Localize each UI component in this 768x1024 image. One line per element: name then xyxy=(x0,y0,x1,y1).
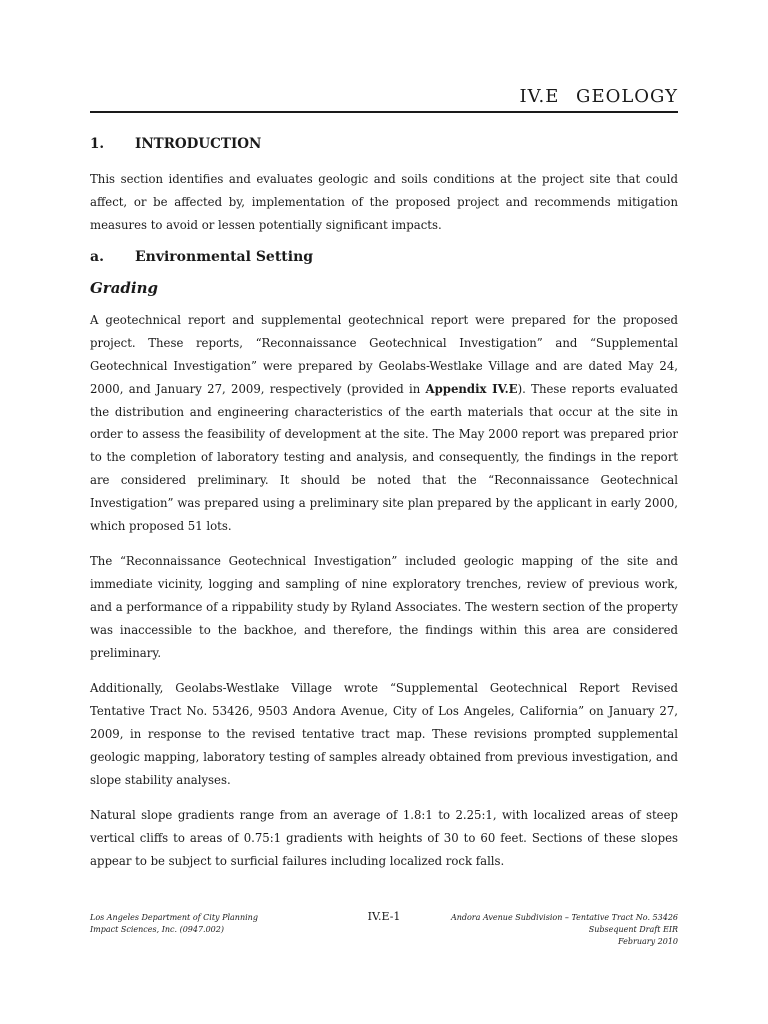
para1-text-before: A geotechnical report and supplemental geotechnical report were prepared for the proposed project. These reports, “Reconnaissance Geotechnical Investigation” and “Supplemental Geotechnical Investigation” were prepared by Geolabs-Westlake Village and are dated May 24, 2000, and January 27, 2009, respectively (provided in xyxy=(90,313,678,396)
subsection-letter: a. xyxy=(90,249,104,266)
intro-paragraph: This section identifies and evaluates geologic and soils conditions at the project site that could affect, or be affected by, implementation of the proposed project and recommends mitigation measures to avoid or lessen potentially significant impacts. xyxy=(90,172,678,232)
footer-right xyxy=(451,912,678,948)
footer-date: February 2010 xyxy=(618,937,678,946)
footer-project: Andora Avenue Subdivision – Tentative Tract No. 53426 xyxy=(450,913,678,922)
para1-text-after: ). These reports evaluated the distribution and engineering characteristics of the earth materials that occur at the site in order to assess the feasibility of development at the site. The May 2000 report was prepared prior to the completion of laboratory testing and analysis, and consequently, the findings in the report are considered preliminary. It should be noted that the “Reconnaissance Geotechnical Investigation” was prepared using a preliminary site plan prepared by the applicant in early 2000, which proposed 51 lots. xyxy=(90,381,679,533)
footer-consultant: Impact Sciences, Inc. (0947.002) xyxy=(90,925,224,934)
grading-paragraph-3: Additionally, Geolabs-Westlake Village wrote “Supplemental Geotechnical Report Revised Tentative Tract No. 53426, 9503 Andora Avenue, City of Los Angeles, California” on January 27, 2009, in response to the revised tentative tract map. These revisions prompted supplemental geologic mapping, laboratory testing of samples already obtained from previous investigation, and slope stability analyses. xyxy=(90,681,678,787)
appendix-reference: Appendix IV.E xyxy=(425,381,518,396)
grading-paragraph-1 xyxy=(90,309,678,537)
subsection-heading xyxy=(90,249,678,265)
footer-agency: Los Angeles Department of City Planning xyxy=(90,913,258,922)
topic-heading: Grading xyxy=(90,279,159,298)
page-body xyxy=(90,136,678,886)
grading-paragraph-4: Natural slope gradients range from an average of 1.8:1 to 2.25:1, with localized areas of steep vertical cliffs to areas of 0.75:1 gradients with heights of 30 to 60 feet. Sections of these slopes appear to be subject to surficial failures including localized rock falls. xyxy=(90,808,678,868)
grading-paragraph-2: The “Reconnaissance Geotechnical Investigation” included geologic mapping of the site and immediate vicinity, logging and sampling of nine exploratory trenches, review of previous work, and a performance of a rippability study by Ryland Associates. The western section of the property was inaccessible to the backhoe, and therefore, the findings within this area are considered preliminary. xyxy=(90,554,678,660)
section-title: INTRODUCTION xyxy=(135,136,262,152)
section-number: 1. xyxy=(90,136,105,152)
subsection-title: Environmental Setting xyxy=(135,249,314,266)
section-heading xyxy=(90,136,678,152)
page-number: IV.E-1 xyxy=(367,910,401,923)
chapter-title: IV.E GEOLOGY xyxy=(519,86,678,107)
page-header xyxy=(90,86,678,113)
footer-doc-type: Subsequent Draft EIR xyxy=(588,925,678,934)
